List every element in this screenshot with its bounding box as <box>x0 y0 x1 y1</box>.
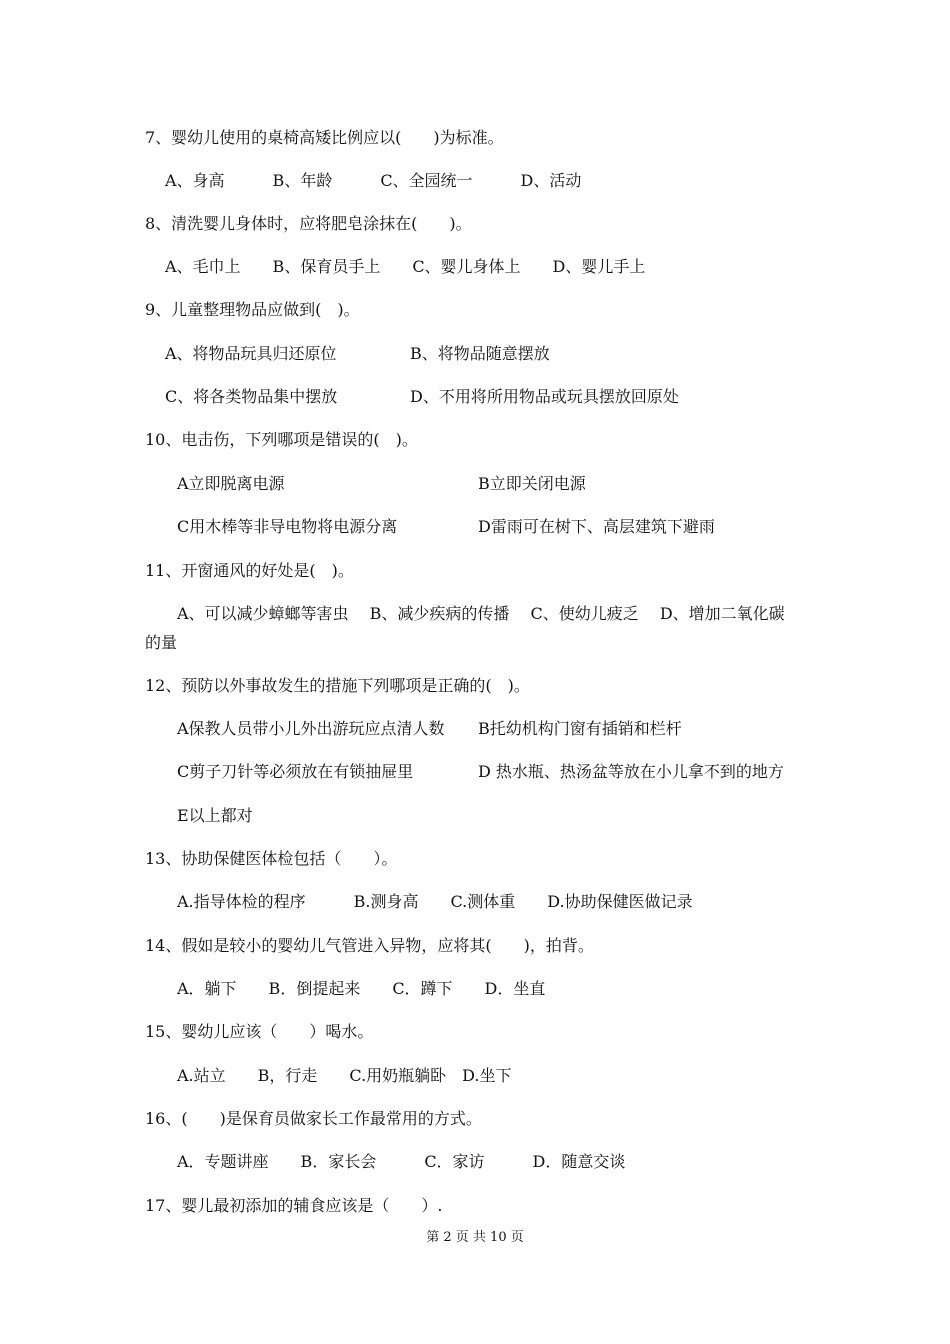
question-12-option-a: A保教人员带小儿外出游玩应点清人数 <box>177 719 445 738</box>
question-12-option-c: C剪子刀针等必须放在有锁抽屉里 <box>177 762 414 781</box>
question-9-option-c: C、将各类物品集中摆放 <box>165 387 338 406</box>
question-16-stem: 16、( )是保育员做家长工作最常用的方式。 <box>145 1109 482 1128</box>
question-13-stem: 13、协助保健医体检包括（ ）。 <box>145 849 398 868</box>
question-12-option-e: E以上都对 <box>177 806 253 825</box>
question-11-stem: 11、开窗通风的好处是( )。 <box>145 561 354 580</box>
question-10-option-d: D雷雨可在树下、高层建筑下避雨 <box>478 517 715 536</box>
question-12-option-d: D 热水瓶、热汤盆等放在小儿拿不到的地方 <box>478 762 784 781</box>
question-10-option-b: B立即关闭电源 <box>478 474 586 493</box>
question-17-stem: 17、婴儿最初添加的辅食应该是（ ）. <box>145 1196 443 1215</box>
question-10-option-a: A立即脱离电源 <box>177 474 285 493</box>
question-9-option-a: A、将物品玩具归还原位 <box>165 344 337 363</box>
question-10-option-c: C用木棒等非导电物将电源分离 <box>177 517 398 536</box>
question-16-options: A．专题讲座 B．家长会 C．家访 D．随意交谈 <box>177 1152 626 1171</box>
question-8-options: A、毛巾上 B、保育员手上 C、婴儿身体上 D、婴儿手上 <box>165 257 646 276</box>
question-9-option-d: D、不用将所用物品或玩具摆放回原处 <box>410 387 679 406</box>
question-9-stem: 9、儿童整理物品应做到( )。 <box>145 300 360 319</box>
question-8-stem: 8、清洗婴儿身体时，应将肥皂涂抹在( )。 <box>145 214 472 233</box>
question-12-option-b: B托幼机构门窗有插销和栏杆 <box>478 719 682 738</box>
question-14-options: A．躺下 B．倒提起来 C．蹲下 D．坐直 <box>177 979 546 998</box>
question-15-options: A.站立 B，行走 C.用奶瓶躺卧 D.坐下 <box>177 1066 512 1085</box>
question-13-options: A.指导体检的程序 B.测身高 C.测体重 D.协助保健医做记录 <box>177 892 693 911</box>
page-number-footer: 第 2 页 共 10 页 <box>426 1230 524 1245</box>
question-7-options: A、身高 B、年龄 C、全园统一 D、活动 <box>165 171 582 190</box>
question-15-stem: 15、婴幼儿应该（ ）喝水。 <box>145 1022 374 1041</box>
question-11-options-cont: 的量 <box>145 633 178 652</box>
question-14-stem: 14、假如是较小的婴幼儿气管进入异物，应将其( )，拍背。 <box>145 936 594 955</box>
question-10-stem: 10、电击伤，下列哪项是错误的( )。 <box>145 430 418 449</box>
question-11-options: A、可以减少蟑螂等害虫 B、减少疾病的传播 C、使幼儿疲乏 D、增加二氧化碳 <box>177 604 785 623</box>
question-7-stem: 7、婴幼儿使用的桌椅高矮比例应以( )为标准。 <box>145 128 504 147</box>
question-12-stem: 12、预防以外事故发生的措施下列哪项是正确的( )。 <box>145 676 530 695</box>
question-9-option-b: B、将物品随意摆放 <box>410 344 550 363</box>
